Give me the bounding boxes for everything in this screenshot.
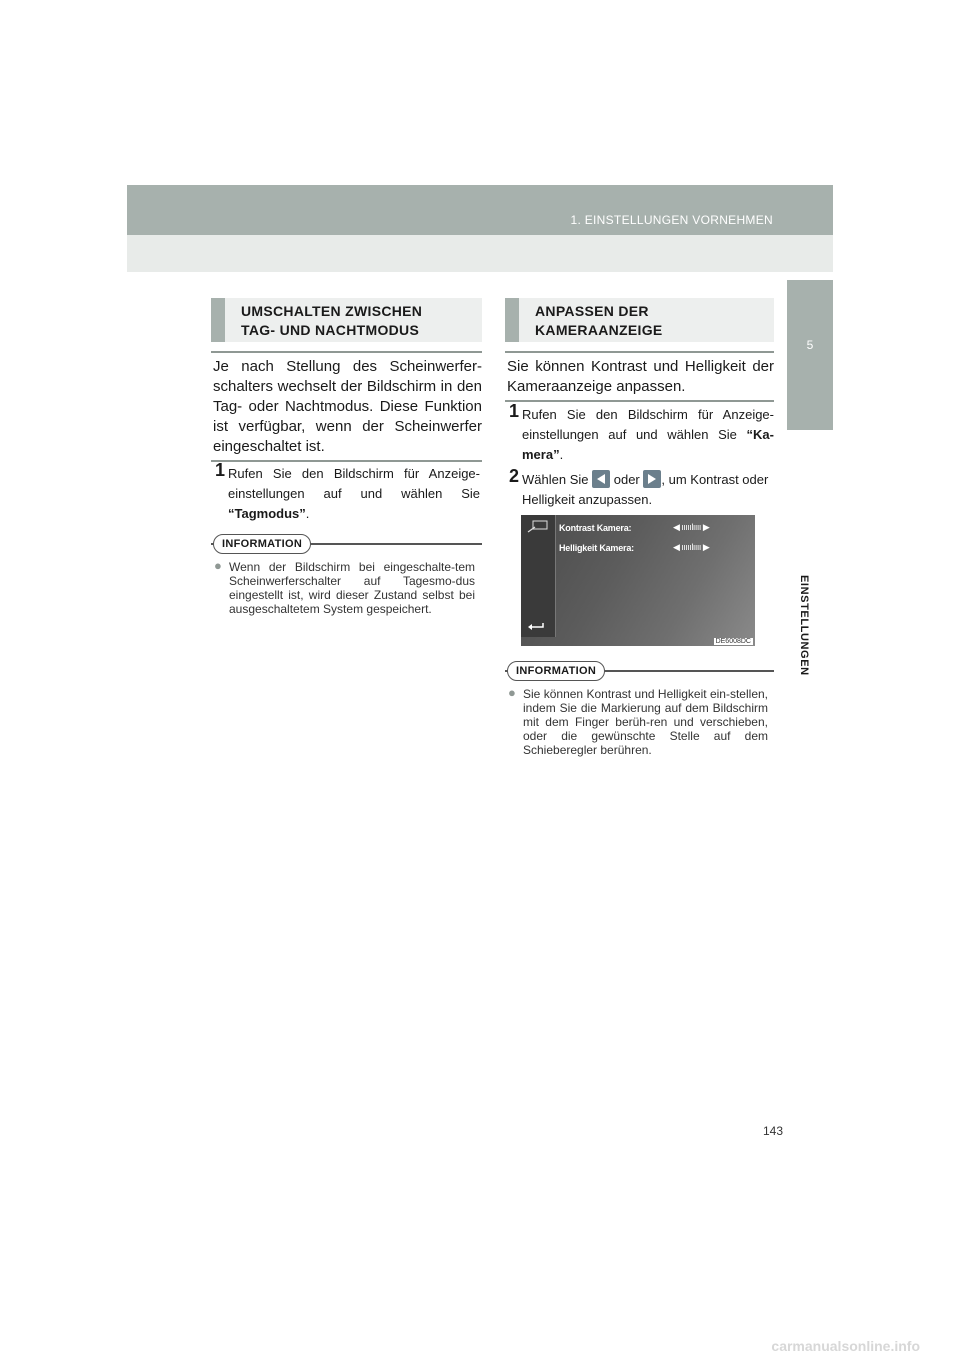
arrow-left-button-icon: [592, 470, 610, 488]
contrast-label: Kontrast Kamera:: [559, 523, 632, 533]
step-text-c: , um Kontrast oder Helligkeit anzupassen.: [522, 472, 769, 507]
bullet-icon: ●: [214, 558, 222, 573]
intro-text-day-night: Je nach Stellung des Scheinwerfer-schalters wechselt der Bildschirm in den Tag- oder Nachtmodus. Diese Funktion ist verfügbar, wenn der Scheinwerfer eingeschaltet ist.: [211, 351, 482, 462]
information-badge: INFORMATION: [507, 661, 605, 681]
chapter-number: 5: [806, 338, 814, 352]
section-heading-title: [241, 302, 422, 340]
section-title-line-1: UMSCHALTEN ZWISCHEN: [241, 303, 423, 319]
footer-watermark: [0, 1336, 960, 1358]
step-number: 2: [509, 466, 520, 486]
step-option-name: “Tagmodus”: [228, 506, 306, 521]
brightness-label: Helligkeit Kamera:: [559, 543, 634, 553]
header-title: 1. EINSTELLUNGEN VORNEHMEN: [570, 213, 773, 227]
step-end: .: [305, 506, 310, 521]
step-text: Rufen Sie den Bildschirm für Anzeige-einstellungen auf und wählen Sie: [228, 466, 480, 501]
step-option-name: “Ka-mera”: [522, 427, 774, 462]
step-text-b: oder: [613, 472, 640, 487]
arrow-right-button-icon: [643, 470, 661, 488]
brightness-slider: ◀ ııııılıııı ▶: [673, 542, 710, 552]
info-text-camera: Sie können Kontrast und Helligkeit ein-stellen, indem Sie die Markierung auf dem Bildschirm mit dem Finger berüh-ren und verschieben, oder die gewünschte Stelle auf dem Schieberegler berühren.: [523, 687, 768, 757]
screen-sidebar: [521, 515, 556, 637]
section-heading-bar: [211, 298, 225, 342]
back-arrow-icon: [527, 621, 549, 633]
contrast-slider: ◀ ııııılıııı ▶: [673, 522, 710, 532]
bullet-icon: ●: [508, 685, 516, 700]
chapter-label: EINSTELLUNGEN: [798, 575, 810, 676]
chapter-tab: [787, 280, 833, 430]
section-title-line-1: ANPASSEN DER: [535, 303, 649, 319]
section-title-line-2: KAMERAANZEIGE: [535, 322, 663, 338]
page-number: 143: [763, 1124, 784, 1138]
camera-settings-screenshot: [521, 515, 755, 646]
step-2-camera: [509, 466, 774, 510]
step-text-a: Wählen Sie: [522, 472, 589, 487]
step-number: 1: [215, 460, 226, 480]
info-text-day-night: Wenn der Bildschirm bei eingeschalte-tem Scheinwerferschalter auf Tagesmo-dus eingestellt ist, wird dieser Zustand selbst bei ausgeschaltetem System gespeichert.: [229, 560, 475, 616]
step-1-day-night: [215, 460, 480, 524]
information-badge: INFORMATION: [213, 534, 311, 554]
header-band: [127, 185, 833, 235]
section-title-line-2: TAG- UND NACHTMODUS: [241, 322, 420, 338]
step-end: .: [559, 447, 564, 462]
camera-settings-icon: [527, 520, 549, 534]
header-subband: [127, 235, 833, 272]
intro-text-camera: Sie können Kontrast und Helligkeit der Kameraanzeige anpassen.: [505, 351, 774, 402]
section-heading-title: [535, 302, 663, 340]
step-number: 1: [509, 401, 520, 421]
image-code: DE6008DC: [715, 638, 751, 645]
step-1-camera: [509, 401, 774, 465]
section-heading-camera: [505, 298, 774, 342]
step-text: Rufen Sie den Bildschirm für Anzeige-einstellungen auf und wählen Sie: [522, 407, 774, 442]
section-heading-bar: [505, 298, 519, 342]
section-heading-day-night: [211, 298, 482, 342]
watermark-text: carmanualsonline.info: [771, 1338, 920, 1354]
